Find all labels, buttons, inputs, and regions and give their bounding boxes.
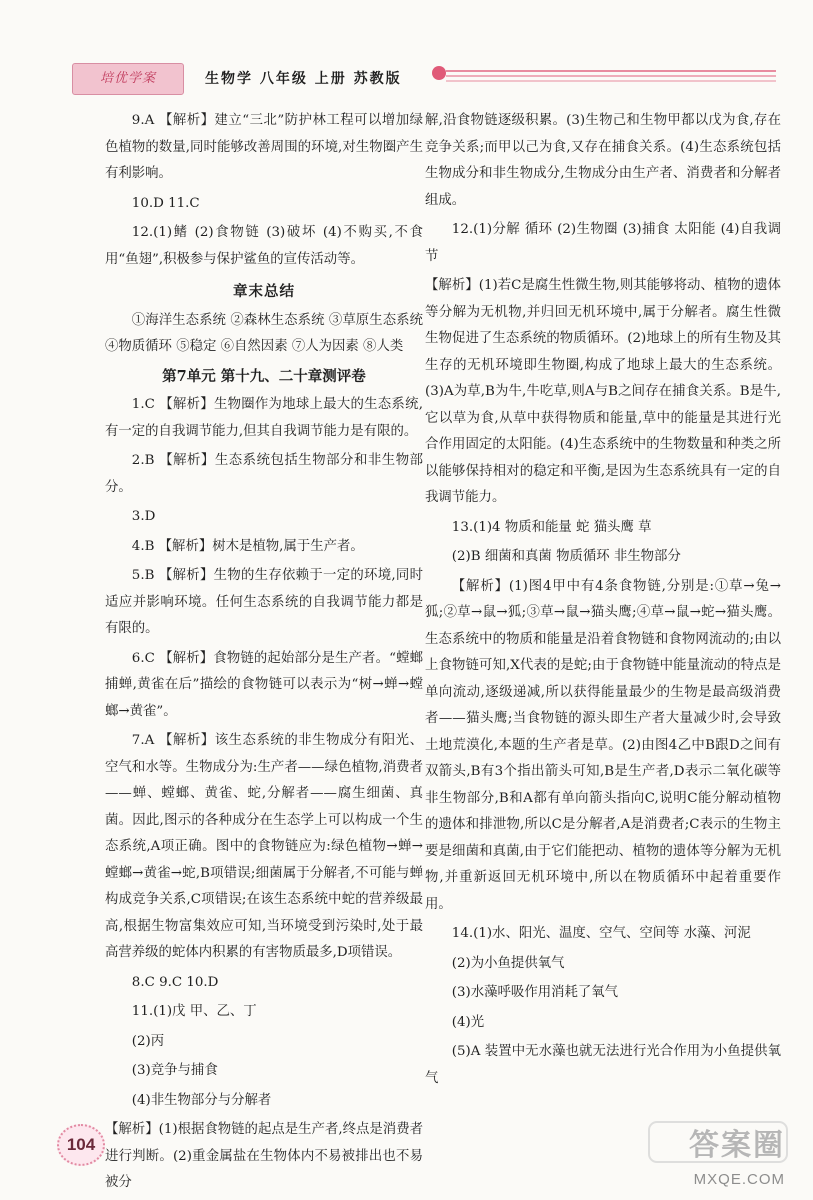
- answer-paragraph: 6.C 【解析】食物链的起始部分是生产者。“螳螂捕蝉,黄雀在后”描绘的食物链可以表示为“树→蝉→螳螂→黄雀”。: [105, 650, 423, 719]
- section-heading: 第7单元 第十九、二十章测评卷: [162, 367, 366, 385]
- watermark-url: MXQE.COM: [693, 1171, 785, 1188]
- answer-paragraph: (5)A 装置中无水藻也就无法进行光合作用为小鱼提供氧气: [425, 1044, 781, 1086]
- answer-paragraph: 2.B 【解析】生态系统包括生物部分和非生物部分。: [105, 453, 423, 495]
- answer-paragraph: 11.(1)戊 甲、乙、丁: [131, 1004, 257, 1019]
- answer-paragraph: 【解析】(1)根据食物链的起点是生产者,终点是消费者进行判断。(2)重金属盐在生物体内不易被排出也不易被分: [105, 1122, 423, 1190]
- answer-paragraph: 解,沿食物链逐级积累。(3)生物己和生物甲都以戊为食,存在竞争关系;而甲以己为食,又存在捕食关系。(4)生态系统包括生物成分和非生物成分,生物成分由生产者、消费者和分解者组成。: [425, 113, 781, 208]
- watermark-brand: 答案圈: [689, 1128, 785, 1163]
- answer-paragraph: (2)为小鱼提供氧气: [451, 955, 565, 971]
- answer-paragraph: 【解析】(1)图4甲中有4条食物链,分别是:①草→兔→狐;②草→鼠→狐;③草→鼠→猫头鹰;④草→鼠→蛇→猫头鹰。生态系统中的物质和能量是沿着食物链和食物网流动的;由以上食物链可知,X代表的是蛇;由于食物链中能量流动的特点是单向流动,逐级递减,所以获得能量最少的生物是最高级消费者——猫头鹰;当食物链的源头即生产者大量减少时,会导致土地荒漠化,本题的生产者是草。(2)由图4乙中B跟D之间有双箭头,B有3个指出箭头可知,B是生产者,D表示二氧化碳等非生物部分,B和A都有单向箭头指向C,说明C能分解动植物的遗体和排泄物,所以C是分解者,A是消费者;C表示的生物主要是细菌和真菌,由于它们能把动、植物的遗体等分解为无机物,并重新返回无机环境中,所以在物质循环中起着重要作用。: [425, 578, 781, 912]
- section-heading: 章末总结: [233, 283, 295, 300]
- answer-paragraph: 12.(1)鳍 (2)食物链 (3)破坏 (4)不购买,不食用“鱼翅”,积极参与保护鲨鱼的宣传活动等。: [105, 225, 423, 267]
- page-number: 104: [57, 1124, 105, 1166]
- answer-paragraph: 8.C 9.C 10.D: [131, 974, 219, 990]
- answer-paragraph: (4)光: [451, 1014, 485, 1030]
- answer-paragraph: 1.C 【解析】生物圈作为地球上最大的生态系统,有一定的自我调节能力,但其自我调节能力是有限的。: [105, 397, 423, 439]
- left-column: [105, 108, 423, 1200]
- page-header: [0, 0, 813, 100]
- book-subject: 生物学 八年级 上册 苏教版: [205, 71, 402, 87]
- answer-paragraph: 14.(1)水、阳光、温度、空气、空间等 水藻、河泥: [451, 926, 751, 941]
- answer-paragraph: 7.A 【解析】该生态系统的非生物成分有阳光、空气和水等。生物成分为:生产者——绿色植物,消费者——蝉、螳螂、黄雀、蛇,分解者——腐生细菌、真菌。因此,图示的各种成分在生态学上可以构成一个生态系统,A项正确。图中的食物链应为:绿色植物→蝉→螳螂→黄雀→蛇,B项错误;细菌属于分解者,不可能与蝉构成竞争关系,C项错误;在该生态系统中蛇的营养级最高,根据生物富集效应可知,当环境受到污染时,处于最高营养级的蛇体内积累的有害物质最多,D项错误。: [105, 733, 423, 960]
- answer-paragraph: 9.A 【解析】建立“三北”防护林工程可以增加绿色植物的数量,同时能够改善周围的环境,对生物圈产生有利影响。: [105, 113, 423, 181]
- answer-paragraph: 10.D 11.C: [131, 195, 200, 211]
- answer-paragraph: 13.(1)4 物质和能量 蛇 猫头鹰 草: [451, 519, 652, 535]
- answer-paragraph: 【解析】(1)若C是腐生性微生物,则其能够将动、植物的遗体等分解为无机物,并归回无机环境中,属于分解者。腐生性微生物促进了生态系统的物质循环。(2)地球上的所有生物及其生存的无机环境即生物圈,构成了地球上最大的生态系统。(3)A为草,B为牛,牛吃草,则A与B之间存在捕食关系。B是牛,它以草为食,从草中获得物质和能量,草中的能量是其进行光合作用固定的太阳能。(4)生态系统中的生物数量和种类之所以能够保持相对的稳定和平衡,是因为生态系统具有一定的自我调节能力。: [425, 278, 781, 505]
- answer-paragraph: ①海洋生态系统 ②森林生态系统 ③草原生态系统 ④物质循环 ⑤稳定 ⑥自然因素 ⑦人为因素 ⑧人类: [105, 312, 423, 354]
- right-column: [425, 108, 781, 1095]
- answer-paragraph: (2)B 细菌和真菌 物质循环 非生物部分: [451, 549, 681, 564]
- answer-paragraph: (3)水藻呼吸作用消耗了氧气: [451, 985, 619, 1000]
- answer-paragraph: 3.D: [131, 509, 156, 524]
- series-logo: 培优学案: [72, 63, 184, 95]
- header-rule-2: [446, 75, 776, 77]
- header-rule-3: [446, 80, 776, 82]
- answer-paragraph: 4.B 【解析】树木是植物,属于生产者。: [131, 538, 364, 554]
- decorative-dot-icon: [432, 66, 446, 80]
- answer-paragraph: (3)竞争与捕食: [131, 1063, 218, 1078]
- answer-paragraph: (2)丙: [131, 1033, 165, 1049]
- header-rule-1: [446, 70, 776, 72]
- answer-paragraph: 12.(1)分解 循环 (2)生物圈 (3)捕食 太阳能 (4)自我调节: [425, 222, 781, 264]
- answer-paragraph: 5.B 【解析】生物的生存依赖于一定的环境,同时适应并影响环境。任何生态系统的自我调节能力都是有限的。: [105, 568, 423, 636]
- answer-paragraph: (4)非生物部分与分解者: [131, 1092, 272, 1108]
